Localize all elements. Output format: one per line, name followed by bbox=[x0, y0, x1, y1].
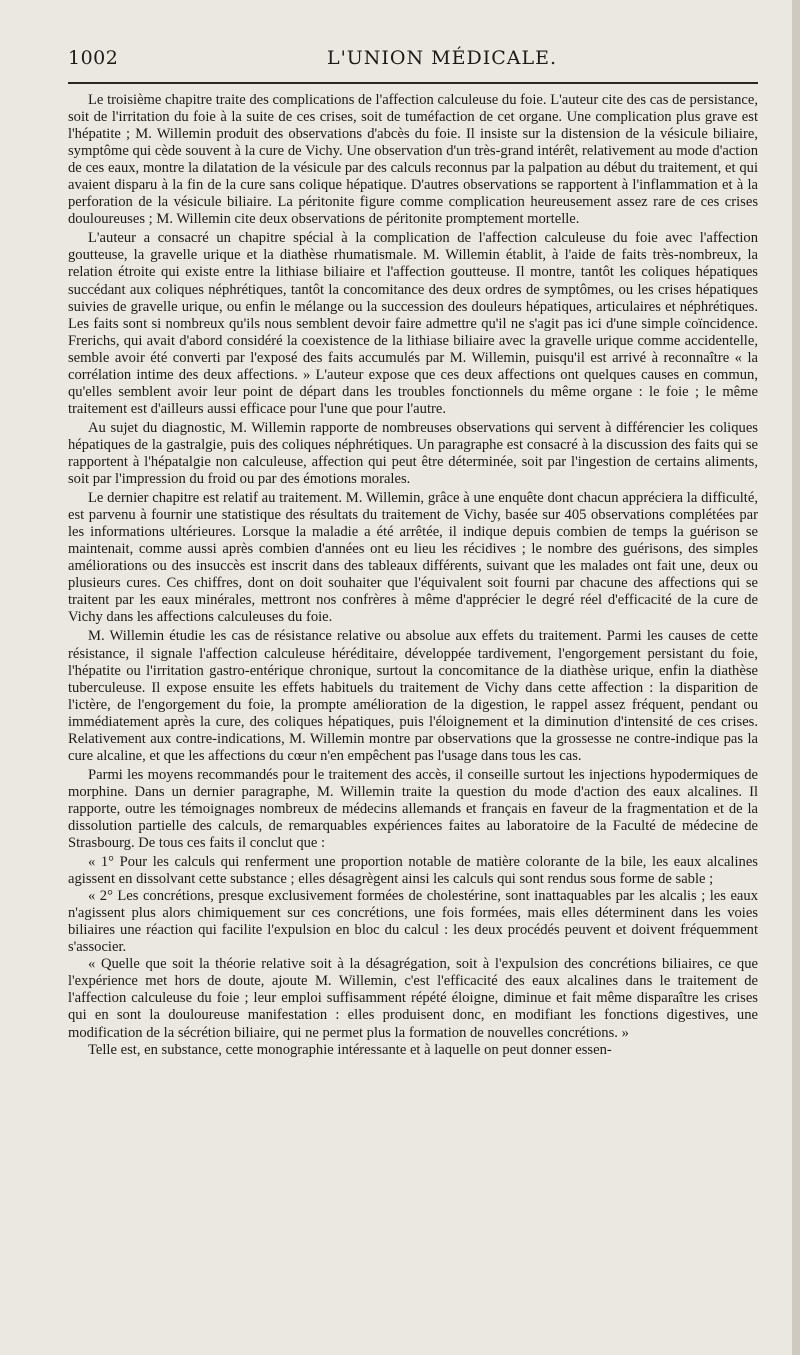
paragraph-resistance: M. Willemin étudie les cas de résistance relative ou absolue aux effets du traitement. Parmi les causes de cette résistance, il signale l'affection calculeuse héréditaire, développée tardivement, l'engorgement persistant du foie, l'hépatite ou l'irritation gastro-entérique chronique, surtout la concomitance de la diathèse urique, enfin la diathèse tuberculeuse. Il expose ensuite les effets habituels du traitement de Vichy dans cette affection : la disparition de l'ictère, de l'engorgement du foie, la prompte amélioration de la digestion, le rappel assez fréquent, pendant ou immédiatement après la cure, des coliques hépatiques, puis l'éloignement et la diminution d'intensité de ces crises. Relativement aux contre-indications, M. Willemin montre par observations que la grossesse ne contre-indique pas la cure alcaline, et que les affections du cœur n'en empêchent pas l'usage dans tous les cas. bbox=[68, 628, 758, 764]
article-body bbox=[68, 92, 758, 1059]
paragraph-quote-2: « 2° Les concrétions, presque exclusivement formées de cholestérine, sont inattaquables par les alcalis ; les eaux n'agissent plus alors chimiquement sur ces concrétions, une fois formées, mais elles déterminent dans les voies biliaires une réaction qui facilite l'expulsion en bloc du calcul : les deux procédés peuvent et doivent fréquemment s'associer. bbox=[68, 888, 758, 956]
paragraph-moyens: Parmi les moyens recommandés pour le traitement des accès, il conseille surtout les injections hypodermiques de morphine. Dans un dernier paragraphe, M. Willemin traite la question du mode d'action des eaux alcalines. Il rapporte, outre les témoignages nombreux de médecins allemands et français en faveur de la fragmentation et de la dissolution partielle des calculs, de remarquables expériences faites au laboratoire de la Faculté de médecine de Strasbourg. De tous ces faits il conclut que : bbox=[68, 766, 758, 852]
paragraph-goutte: L'auteur a consacré un chapitre spécial à la complication de l'affection calculeuse du foie avec l'affection goutteuse, la gravelle urique et la diathèse rhumatismale. M. Willemin établit, à l'aide de faits très-nombreux, la relation étroite qui existe entre la lithiase biliaire et l'affection goutteuse. Il montre, tantôt les coliques hépatiques succédant aux coliques néphrétiques, tantôt la concomitance des deux ordres de symptômes, ou les crises hépatiques suivies de gravelle urique, ou enfin le mélange ou la succession des douleurs hépatiques, articulaires et néphrétiques. Les faits sont si nombreux qu'ils nous semblent devoir faire admettre qu'il ne s'agit pas ici d'une simple coïncidence. Frerichs, qui avait d'abord considéré la coexistence de la lithiase biliaire avec la gravelle urique comme accidentelle, semble avoir été converti par l'exposé des faits accumulés par M. Willemin, puisqu'il est arrivé à reconnaître « la corrélation intime des deux affections. » L'auteur expose que ces deux affections ont quelques causes en commun, qu'elles semblent avoir leur point de départ dans les troubles fonctionnels du même organe : le foie ; le même traitement est d'ailleurs aussi efficace pour l'une que pour l'autre. bbox=[68, 230, 758, 417]
paragraph-traitement: Le dernier chapitre est relatif au traitement. M. Willemin, grâce à une enquête dont chacun appréciera la difficulté, est parvenu à fournir une statistique des résultats du traitement de Vichy, basée sur 405 observations complétées par les informations ultérieures. Lorsque la maladie a été arrêtée, il indique depuis combien de temps la guérison se maintenait, comme aussi après combien d'années ont eu lieu les récidives ; le nombre des guérisons, des simples améliorations ou des insuccès est inscrit dans des tableaux différents, suivant que les malades ont fait une, deux ou plusieurs cures. Ces chiffres, dont on doit souhaiter que l'équivalent soit fourni par chacune des affections qui se traitent par les eaux minérales, mettront nos confrères à même d'apprécier le degré réel d'efficacité de la cure de Vichy dans les affections calculeuses du foie. bbox=[68, 490, 758, 626]
paragraph-complications: Le troisième chapitre traite des complications de l'affection calculeuse du foie. L'auteur cite des cas de persistance, soit de l'irritation du foie à la suite de ces crises, soit de tuméfaction de cet organe. Une complication plus grave est l'hépatite ; M. Willemin produit des observations d'abcès du foie. Il insiste sur la distension de la vésicule biliaire, symptôme qui cède souvent à la cure de Vichy. Une observation d'un très-grand intérêt, relativement au mode d'action de ces eaux, montre la dilatation de la vésicule par des calculs reconnus par la palpation au début du traitement, et qui avaient disparu à la fin de la cure sans colique hépatique. D'autres observations se rapportent à l'inflammation et à la perforation de la vésicule biliaire. La péritonite figure comme complication heureusement assez rare de ces crises douloureuses ; M. Willemin cite deux observations de péritonite promptement mortelle. bbox=[68, 92, 758, 228]
paragraph-quote-3: « Quelle que soit la théorie relative soit à la désagrégation, soit à l'expulsion des concrétions biliaires, ce que l'expérience met hors de doute, ajoute M. Willemin, c'est l'efficacité des eaux alcalines dans le traitement de l'affection calculeuse du foie ; leur emploi suffisamment répété éloigne, diminue et fait même disparaître les crises qui en sont la douloureuse manifestation : elles produisent donc, en modifiant les fonctions digestives, une modification de la sécrétion biliaire, qui ne permet plus la formation de nouvelles concrétions. » bbox=[68, 956, 758, 1041]
page-edge bbox=[792, 0, 800, 1355]
journal-title: L'UNION MÉDICALE. bbox=[326, 47, 558, 69]
page-number: 1002 bbox=[68, 47, 119, 69]
paragraph-conclusion: Telle est, en substance, cette monographie intéressante et à laquelle on peut donner essen- bbox=[88, 1041, 612, 1058]
paragraph-quote-1: « 1° Pour les calculs qui renferment une proportion notable de matière colorante de la bile, les eaux alcalines agissent en dissolvant cette substance ; elles désagrègent ainsi les calculs qui sont rendus sous forme de sable ; bbox=[68, 854, 758, 888]
running-header bbox=[68, 47, 756, 75]
header-rule bbox=[68, 82, 758, 84]
paragraph-diagnostic: Au sujet du diagnostic, M. Willemin rapporte de nombreuses observations qui servent à différencier les coliques hépatiques de la gastralgie, puis des coliques néphrétiques. Un paragraphe est consacré à la discussion des faits qui se rapportent à l'hépatalgie non calculeuse, affection qui peut être déterminée, soit par l'ingestion de certains aliments, soit par l'impression du froid ou par des émotions morales. bbox=[68, 419, 758, 488]
